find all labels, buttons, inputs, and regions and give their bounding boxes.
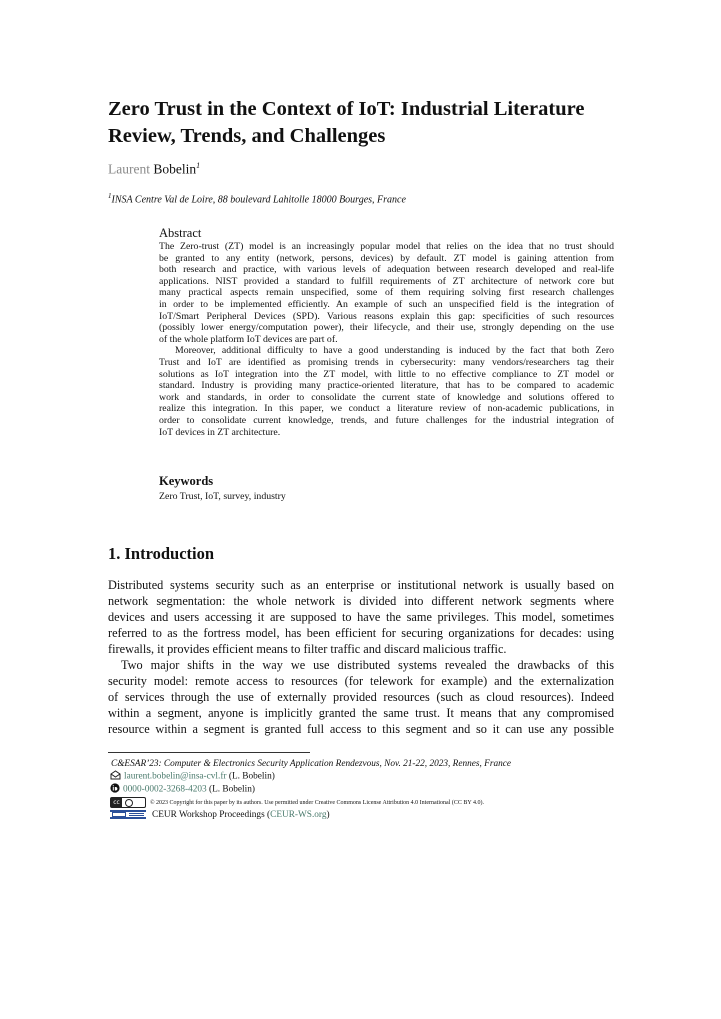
abstract-line: be granted to any entity (network, persons, devices) by default. ZT model is gaining attention from — [159, 252, 614, 264]
footnote-email-line — [110, 770, 275, 783]
abstract-line: (possibly lower energy/computation power), their lifecycle, and their use, strongly depending on the use — [159, 322, 614, 334]
title-line-1: Zero Trust in the Context of IoT: Industrial Literature — [108, 98, 585, 120]
footnote-copyright-line — [110, 797, 484, 808]
footnote-ceur-line — [110, 810, 330, 820]
footnote-orcid-line — [110, 783, 255, 796]
body-line: Two major shifts in the way we use distributed systems revealed the drawbacks of this — [121, 658, 614, 672]
author-family-name: Bobelin — [153, 161, 197, 177]
abstract-line: Trust and IoT are identified as promising trends in cybersecurity: many vendors/researchers tag their — [159, 356, 614, 368]
abstract-line: order to consolidate current knowledge, trends, and future challenges for the industrial integration of — [159, 414, 614, 426]
abstract-line: realize this integration. In this paper, we conduct a literature review of non-academic publications, in — [159, 403, 614, 415]
email-suffix: (L. Bobelin) — [228, 771, 275, 782]
body-line: security model: remote access to resources (for telework for example) and the externalization — [108, 674, 614, 688]
abstract-heading: Abstract — [159, 226, 202, 240]
paper-title — [108, 96, 584, 150]
ceur-text: CEUR Workshop Proceedings ( — [152, 810, 271, 820]
abstract-line: standard. Industry is providing many practice-oriented literature, that has to be compared to academic — [159, 380, 614, 392]
footnote-conference: C&ESAR’23: Computer & Electronics Security Application Rendezvous, Nov. 21-22, 2023, Rennes, France — [111, 759, 512, 769]
abstract-line: both research and practice, with various levels of adequation between research developed and real-life — [159, 264, 614, 276]
title-line-2: Review, Trends, and Challenges — [108, 125, 386, 147]
introduction-body — [108, 577, 614, 737]
author-affiliation-mark: 1 — [196, 161, 201, 170]
abstract-line: of the whole platform IoT devices are part of. — [159, 333, 338, 345]
footnote-rule — [108, 752, 310, 753]
cc-by-badge-icon — [110, 797, 146, 808]
ceur-close: ) — [326, 810, 330, 820]
author-line — [108, 161, 200, 178]
affiliation-text: INSA Centre Val de Loire, 88 boulevard Lahitolle 18000 Bourges, France — [111, 194, 406, 206]
abstract-line: in order to be implemented efficiently. An example of such an unspecified field is the integration of — [159, 298, 614, 310]
affiliation-mark: 1 — [108, 192, 112, 200]
cc-badge-label: cc — [111, 798, 122, 807]
affiliation — [108, 192, 406, 205]
abstract-line: work and standards, in order to consolidate the current state of knowledge and solutions offered to — [159, 391, 614, 403]
abstract-line: applications. NIST provided a standard to fulfill requirements of ZT architecture of network core but — [159, 275, 614, 287]
keywords-text: Zero Trust, IoT, survey, industry — [159, 491, 286, 502]
keywords-heading: Keywords — [159, 474, 214, 488]
orcid-suffix: (L. Bobelin) — [209, 784, 255, 795]
body-line: Distributed systems security such as an enterprise or institutional network is usually based on — [108, 578, 614, 592]
body-line: referred to as the fortress model, has been efficient for securing organizations for decades: using — [108, 626, 614, 640]
abstract-line: IoT/Smart Peripheral Devices (SPD). Various reasons explain this gap: specificities of such resources — [159, 310, 614, 322]
abstract-line: solutions as IoT integration into the ZT model, with little to no effective compliance to ZT model or — [159, 368, 614, 380]
body-line: devices and users accessing it are supposed to have the same privileges. This model, sometimes — [108, 610, 614, 624]
body-line: within a segment, anyone is implicitly granted the same trust. It means that any compromised — [108, 706, 614, 720]
body-line: resource within a segment is granted full access to this segment and so it can use any possible — [108, 722, 614, 736]
section-heading-introduction: 1. Introduction — [108, 544, 215, 563]
body-line: network segmentation: the whole network is divided into different network segments where — [108, 594, 614, 608]
envelope-icon — [110, 770, 121, 783]
orcid-icon — [110, 783, 120, 796]
ceur-logo-icon — [110, 810, 146, 819]
copyright-text: © 2023 Copyright for this paper by its authors. Use permitted under Creative Commons License Attribution 4.0 International (CC BY 4.0). — [150, 799, 484, 806]
body-line: firewalls, it provides efficient means to filter traffic and discard malicious traffic. — [108, 642, 507, 656]
author-given-name: Laurent — [108, 161, 150, 177]
orcid-link[interactable]: 0000-0002-3268-4203 — [123, 784, 207, 795]
abstract-line: Moreover, additional difficulty to have a good understanding is induced by the fact that both Zero — [175, 345, 614, 357]
ceur-link[interactable]: CEUR-WS.org — [270, 810, 327, 820]
abstract-body — [159, 241, 614, 438]
abstract-line: IoT devices in ZT architecture. — [159, 426, 281, 438]
abstract-line: many practical aspects remain unspecified, some of them requiring solving first research challenges — [159, 287, 614, 299]
abstract-line: The Zero-trust (ZT) model is an increasingly popular model that relies on the idea that no trust should — [159, 241, 614, 252]
body-line: of services through the use of externally provided resources (such as cloud resources). Indeed — [108, 690, 614, 704]
email-link[interactable]: laurent.bobelin@insa-cvl.fr — [124, 771, 227, 782]
